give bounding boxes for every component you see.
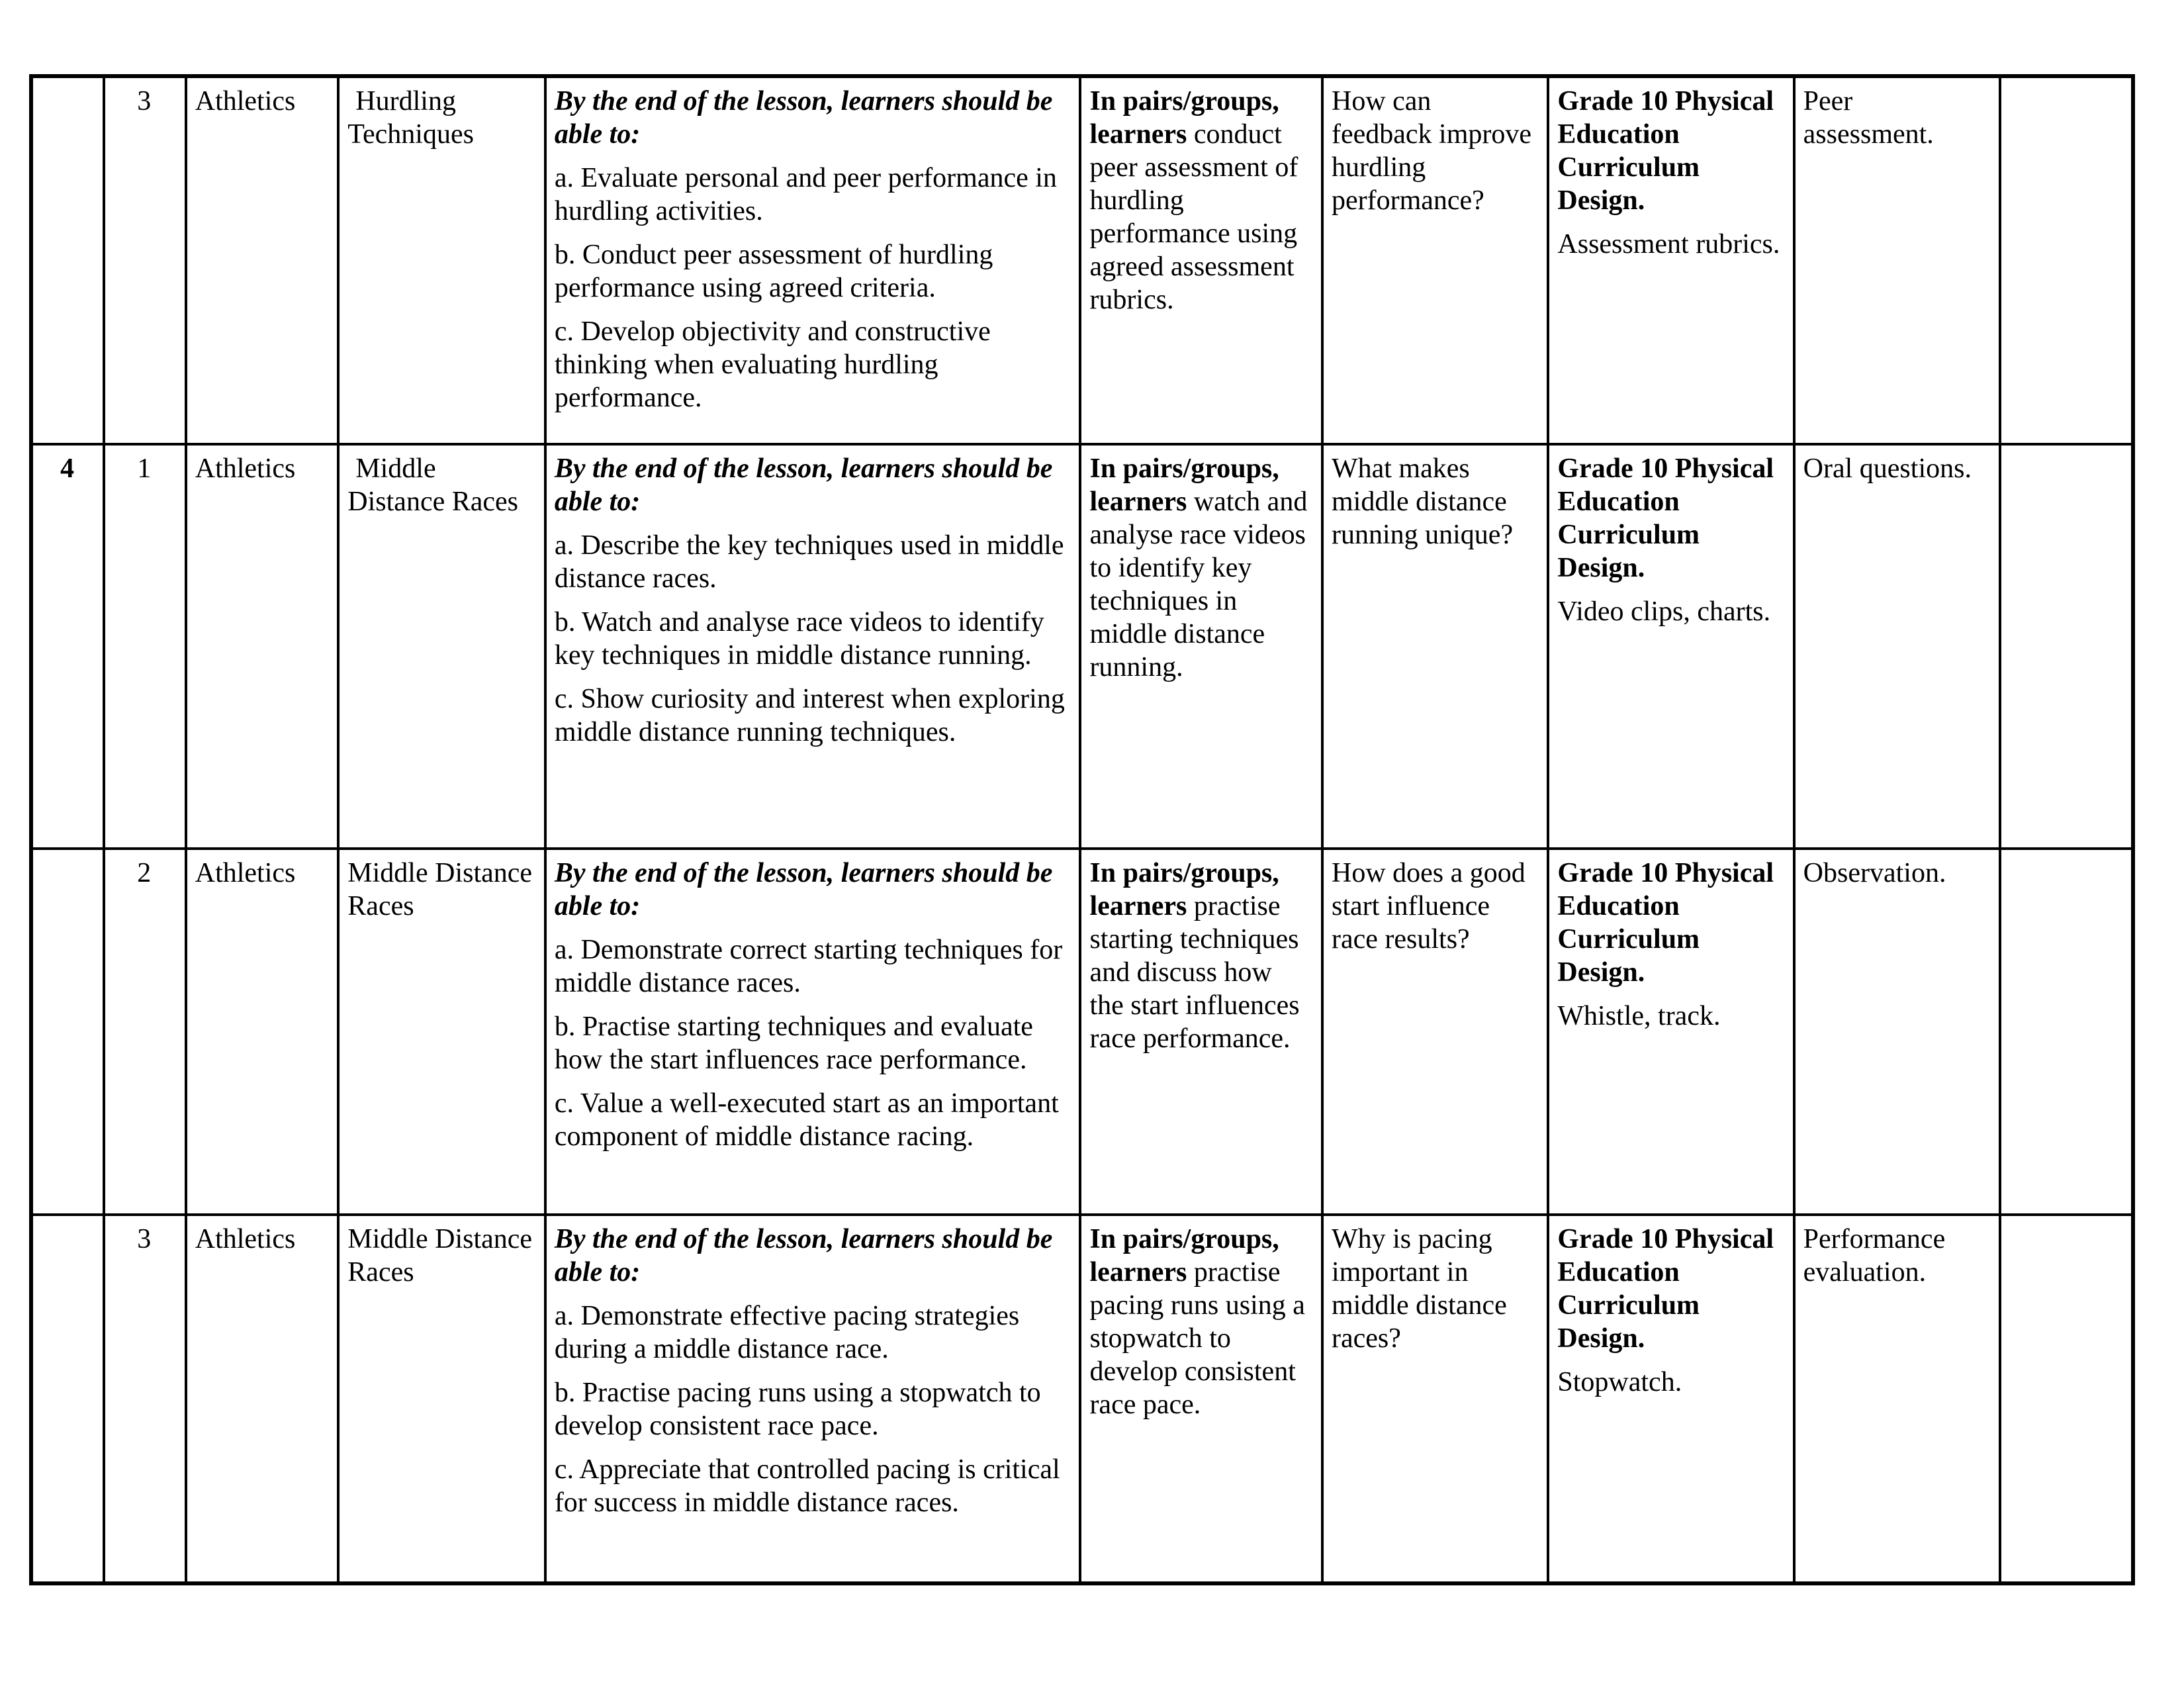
strand-cell	[186, 76, 339, 444]
outcomes-heading: By the end of the lesson, learners should be able to:	[554, 453, 1053, 517]
outcome-item: b. Practise pacing runs using a stopwatch to develop consistent race pace.	[554, 1378, 1041, 1441]
resources-title: Grade 10 Physical Education Curriculum Design.	[1557, 858, 1774, 988]
table-row	[31, 849, 2133, 1215]
resources-cell	[1548, 1215, 1794, 1583]
week-cell	[31, 849, 104, 1215]
sub-strand-cell	[338, 76, 545, 444]
sub-strand-cell	[338, 1215, 545, 1583]
sub-strand-label: Middle Distance Races	[347, 453, 519, 517]
strand-cell	[186, 1215, 339, 1583]
experiences-cell	[1080, 444, 1322, 849]
lesson-number: 1	[137, 453, 152, 484]
experiences-lead: In pairs/groups, learners	[1089, 858, 1279, 921]
lesson-cell	[104, 76, 186, 444]
inquiry-cell	[1322, 444, 1548, 849]
lesson-number: 3	[137, 1224, 152, 1254]
week-cell	[31, 76, 104, 444]
experiences-text	[1089, 452, 1312, 684]
week-cell	[31, 444, 104, 849]
outcomes-heading: By the end of the lesson, learners should be able to:	[554, 1224, 1053, 1288]
assessment-cell	[1794, 1215, 2000, 1583]
remarks-cell	[2000, 76, 2133, 444]
sub-strand-label: Hurdling Techniques	[347, 86, 474, 150]
outcomes-cell	[545, 444, 1081, 849]
experiences-rest: practise pacing runs using a stopwatch to develop consistent race pace.	[1089, 1257, 1305, 1420]
sub-strand-cell	[338, 444, 545, 849]
assessment-cell	[1794, 444, 2000, 849]
outcome-item: c. Value a well-executed start as an important component of middle distance racing.	[554, 1088, 1059, 1152]
resources-cell	[1548, 76, 1794, 444]
outcome-item: a. Describe the key techniques used in middle distance races.	[554, 530, 1064, 594]
experiences-cell	[1080, 1215, 1322, 1583]
lesson-cell	[104, 444, 186, 849]
assessment-cell	[1794, 849, 2000, 1215]
strand-label: Athletics	[195, 453, 296, 484]
experiences-lead: In pairs/groups, learners	[1089, 1224, 1279, 1288]
lesson-number: 2	[137, 858, 152, 888]
strand-label: Athletics	[195, 86, 296, 117]
strand-cell	[186, 849, 339, 1215]
resources-cell	[1548, 444, 1794, 849]
week-number: 4	[60, 453, 74, 484]
experiences-cell	[1080, 76, 1322, 444]
lesson-cell	[104, 849, 186, 1215]
inquiry-cell	[1322, 849, 1548, 1215]
experiences-text	[1089, 857, 1312, 1055]
inquiry-cell	[1322, 76, 1548, 444]
assessment-text: Oral questions.	[1803, 453, 1972, 484]
remarks-cell	[2000, 444, 2133, 849]
outcomes-heading: By the end of the lesson, learners should be able to:	[554, 858, 1053, 921]
resources-materials: Video clips, charts.	[1557, 596, 1771, 627]
outcome-item: a. Demonstrate correct starting techniques for middle distance races.	[554, 935, 1063, 998]
experiences-lead: In pairs/groups, learners	[1089, 86, 1279, 150]
outcome-item: b. Conduct peer assessment of hurdling performance using agreed criteria.	[554, 240, 993, 303]
resources-materials: Whistle, track.	[1557, 1001, 1721, 1031]
strand-label: Athletics	[195, 858, 296, 888]
assessment-text: Performance evaluation.	[1803, 1224, 1946, 1288]
resources-title: Grade 10 Physical Education Curriculum Design.	[1557, 453, 1774, 583]
sub-strand-label: Middle Distance Races	[347, 858, 533, 921]
experiences-text	[1089, 1223, 1312, 1421]
resources-title: Grade 10 Physical Education Curriculum Design.	[1557, 86, 1774, 216]
resources-materials: Stopwatch.	[1557, 1367, 1682, 1397]
experiences-rest: practise starting techniques and discuss how the start influences race performance.	[1089, 891, 1300, 1054]
experiences-lead: In pairs/groups, learners	[1089, 453, 1279, 517]
inquiry-question: How does a good start influence race results?	[1331, 858, 1525, 955]
table-row	[31, 444, 2133, 849]
inquiry-question: What makes middle distance running unique?	[1331, 453, 1514, 550]
sub-strand-cell	[338, 849, 545, 1215]
assessment-text: Observation.	[1803, 858, 1946, 888]
inquiry-question: How can feedback improve hurdling performance?	[1331, 86, 1532, 216]
inquiry-cell	[1322, 1215, 1548, 1583]
experiences-text	[1089, 85, 1312, 316]
experiences-rest: conduct peer assessment of hurdling performance using agreed assessment rubrics.	[1089, 119, 1298, 315]
inquiry-question: Why is pacing important in middle distance races?	[1331, 1224, 1507, 1354]
resources-materials: Assessment rubrics.	[1557, 229, 1780, 259]
outcome-item: a. Evaluate personal and peer performance in hurdling activities.	[554, 163, 1057, 226]
experiences-rest: watch and analyse race videos to identify key techniques in middle distance running.	[1089, 487, 1308, 682]
assessment-text: Peer assessment.	[1803, 86, 1934, 150]
outcome-item: c. Appreciate that controlled pacing is critical for success in middle distance races.	[554, 1454, 1060, 1518]
resources-cell	[1548, 849, 1794, 1215]
lesson-number: 3	[137, 86, 152, 117]
strand-label: Athletics	[195, 1224, 296, 1254]
outcomes-cell	[545, 1215, 1081, 1583]
outcomes-cell	[545, 849, 1081, 1215]
experiences-cell	[1080, 849, 1322, 1215]
lesson-plan-table	[29, 74, 2135, 1585]
resources-title: Grade 10 Physical Education Curriculum Design.	[1557, 1224, 1774, 1354]
table-row	[31, 1215, 2133, 1583]
remarks-cell	[2000, 849, 2133, 1215]
assessment-cell	[1794, 76, 2000, 444]
sub-strand-label: Middle Distance Races	[347, 1224, 533, 1288]
remarks-cell	[2000, 1215, 2133, 1583]
outcome-item: b. Practise starting techniques and evaluate how the start influences race performance.	[554, 1011, 1033, 1075]
outcome-item: c. Show curiosity and interest when exploring middle distance running techniques.	[554, 684, 1065, 747]
outcome-item: c. Develop objectivity and constructive thinking when evaluating hurdling performance.	[554, 316, 991, 413]
outcome-item: a. Demonstrate effective pacing strategies during a middle distance race.	[554, 1301, 1020, 1364]
outcome-item: b. Watch and analyse race videos to identify key techniques in middle distance running.	[554, 607, 1044, 671]
outcomes-cell	[545, 76, 1081, 444]
table-row	[31, 76, 2133, 444]
lesson-cell	[104, 1215, 186, 1583]
week-cell	[31, 1215, 104, 1583]
outcomes-heading: By the end of the lesson, learners should be able to:	[554, 86, 1053, 150]
strand-cell	[186, 444, 339, 849]
